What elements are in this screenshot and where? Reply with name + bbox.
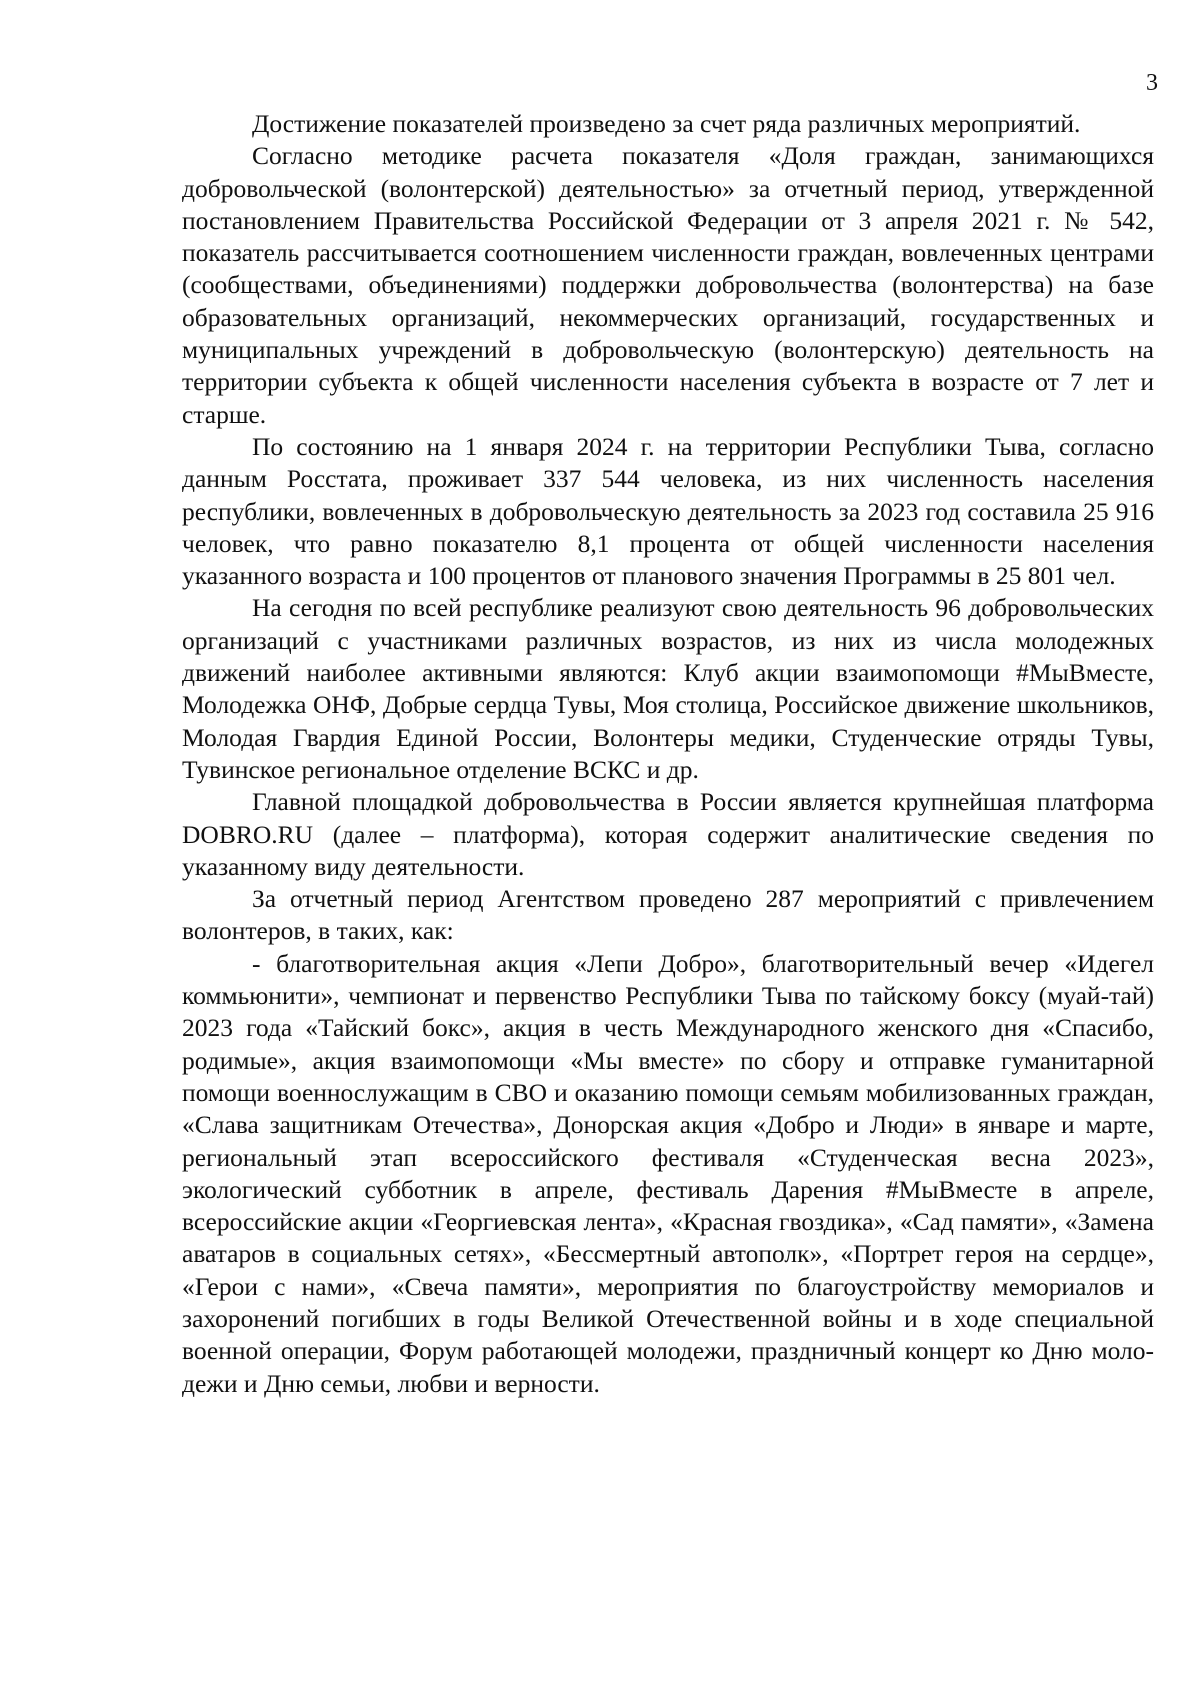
paragraph-methodology: Согласно методике расчета показателя «Доля граждан, занимающихся добровольческой (волонтерской) деятельностью» за отчетный период, утвержденной постановлением Правительства Российской Федерации от 3 апреля 2021 г. № 542, показатель рассчитывается соотношением численности граждан, вовлеченных центрами (сообществами, объединениями) поддержки добровольчества (волонтерства) на базе образовательных организаций, некоммерческих организаций, государственных и муниципальных учреждений в добровольческую (волонтерскую) деятельность на территории субъекта к общей численности населения субъекта в возрасте от 7 лет и старше.: [182, 141, 1154, 429]
document-body: [182, 108, 1154, 1400]
paragraph-statistics: По состоянию на 1 января 2024 г. на территории Республики Тыва, согласно данным Росстата, проживает 337 544 человека, из них численность населения республики, вовлеченных в добровольческую деятельность за 2023 год составила 25 916 человек, что равно показателю 8,1 процента от общей численности населения указанного возраста и 100 процентов от планового значения Программы в 25 801 чел.: [182, 431, 1154, 591]
paragraph-events-list: - благотворительная акция «Лепи Добро», благотворительный вечер «Идегел коммьюнити», чемпионат и первенство Республики Тыва по тайскому боксу (муай-тай) 2023 года «Тайский бокс», акция в честь Международного женского дня «Спасибо, родимые», акция взаимопомощи «Мы вместе» по сбору и отправке гуманитарной помощи военнослужащим в СВО и оказанию помощи семьям мобилизованных граждан, «Слава защитникам Отечества», Донорская акция «Добро и Люди» в январе и марте, региональный этап всероссийского фестиваля «Студенческая весна 2023», экологический субботник в апреле, фестиваль Дарения #МыВместе в апреле, всероссийские акции «Георгиевская лента», «Красная гвоздика», «Сад памяти», «Замена аватаров в социальных сетях», «Бессмертный автополк», «Портрет героя на сердце», «Герои с нами», «Свеча памяти», мероприятия по благоустройству мемориалов и захоронений погибших в годы Великой Отечественной войны и в ходе специальной военной операции, Форум работающей молодежи, праздничный концерт ко Дню молодежи и Дню семьи, любви и верности.: [182, 948, 1154, 1398]
paragraph-events-intro: За отчетный период Агентством проведено 287 мероприятий с привлечением волонтеров, в таких, как:: [182, 884, 1154, 946]
page-number: 3: [1146, 70, 1158, 96]
paragraph-platform: Главной площадкой добровольчества в России является крупнейшая платформа DOBRO.RU (далее – платформа), которая содержит аналитические сведения по указанному виду деятельности.: [182, 787, 1154, 881]
paragraph-achievement-intro: Достижение показателей произведено за счет ряда различных мероприятий.: [252, 109, 1081, 138]
paragraph-organizations: На сегодня по всей республике реализуют свою деятельность 96 добровольческих организаций с участниками различных возрастов, из них из числа молодежных движений наиболее активными являются: Клуб акции взаимопомощи #МыВместе, Молодежка ОНФ, Добрые сердца Тувы, Моя столица, Российское движение школьников, Молодая Гвардия Единой России, Волонтеры медики, Студенческие отряды Тувы, Тувинское региональное отделение ВСКС и др.: [182, 593, 1154, 784]
